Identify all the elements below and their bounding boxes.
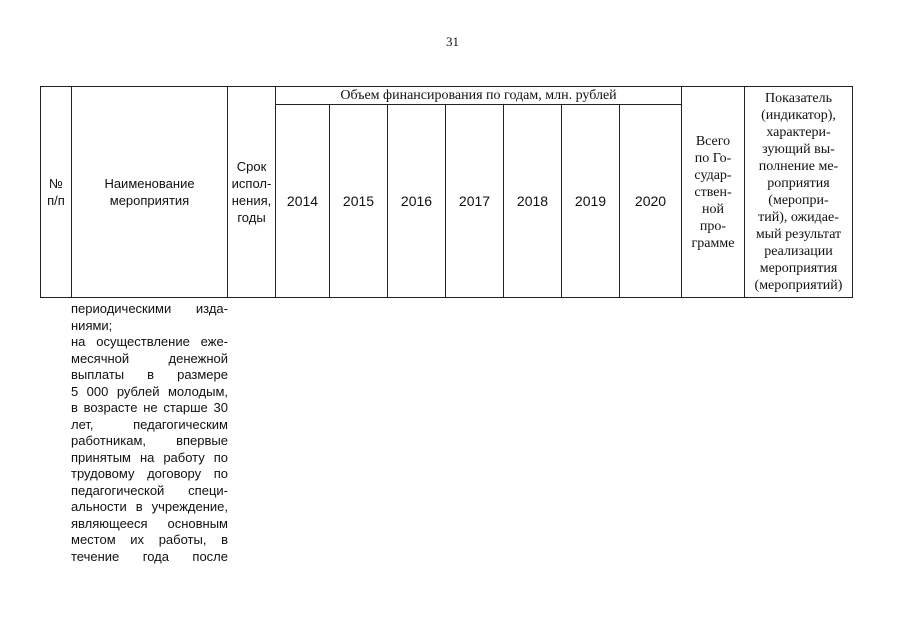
text-line: принятым на работу по	[71, 449, 228, 465]
funding-table	[40, 86, 853, 298]
header-indicator-line: зующий вы-	[762, 142, 835, 157]
header-num-line: п/п	[47, 193, 65, 208]
header-total-line: грамме	[691, 235, 735, 251]
text-line: педагогической специ-	[71, 482, 228, 498]
text-line: периодическими изда-	[71, 301, 228, 316]
header-indicator-line: (меропри-	[768, 193, 829, 208]
year-2014: 2014	[276, 105, 330, 298]
header-funding-group: Объем финансирования по годам, млн. рублей	[276, 87, 682, 105]
header-term	[228, 87, 276, 298]
year-2019: 2019	[562, 105, 620, 298]
text-line: выплаты в размере	[71, 367, 228, 382]
header-term-line: Срок	[236, 159, 267, 174]
text-line: ниями;	[71, 317, 113, 333]
header-indicator-line: реализации	[764, 244, 833, 259]
text-line: лет, педагогическим	[71, 416, 228, 432]
header-total-line: ствен-	[694, 184, 732, 200]
header-num-line: №	[49, 176, 63, 191]
year-2016: 2016	[388, 105, 446, 298]
year-2015: 2015	[330, 105, 388, 298]
header-total	[682, 87, 745, 298]
text-line: 5 000 рублей молодым,	[71, 383, 228, 399]
header-total-line: про-	[699, 218, 727, 234]
header-indicator-line: Показатель	[765, 91, 832, 106]
header-indicator-line: мый результат	[755, 227, 842, 242]
header-total-line: ной	[702, 201, 724, 217]
header-indicator-line: характери-	[766, 125, 831, 140]
page-number: 31	[446, 34, 459, 49]
year-2017: 2017	[446, 105, 504, 298]
header-indicator	[745, 87, 853, 298]
header-term-line: нения,	[231, 193, 272, 208]
text-line: течение года после	[71, 548, 228, 564]
header-indicator-line: тий), ожидае-	[758, 210, 839, 225]
header-indicator-line: (индикатор),	[761, 108, 836, 123]
header-name	[72, 87, 228, 298]
header-num	[41, 87, 72, 298]
header-indicator-line: роприятия	[767, 176, 830, 191]
measure-description	[71, 301, 228, 565]
text-line: трудовому договору по	[71, 466, 228, 481]
text-line: альности в учреждение,	[71, 499, 228, 514]
text-line: местом их работы, в	[71, 532, 228, 547]
text-line: на осуществление еже-	[71, 334, 228, 349]
text-line: в возрасте не старше 30	[71, 400, 228, 415]
header-name-line: Наименование	[104, 176, 195, 191]
text-line: месячной денежной	[71, 350, 228, 366]
header-indicator-line: мероприятия	[759, 261, 838, 276]
text-line: являющееся основным	[71, 515, 228, 531]
header-total-line: по Го-	[694, 150, 732, 166]
year-2018: 2018	[504, 105, 562, 298]
header-term-line: годы	[237, 210, 266, 225]
text-line: работникам, впервые	[71, 433, 228, 448]
year-2020: 2020	[620, 105, 682, 298]
header-term-line: испол-	[231, 176, 272, 191]
header-indicator-line: (мероприятий)	[754, 278, 843, 293]
header-name-line: мероприятия	[109, 193, 190, 208]
header-total-line: судар-	[694, 167, 732, 183]
header-indicator-line: полнение ме-	[758, 159, 839, 174]
header-total-line: Всего	[695, 133, 731, 149]
